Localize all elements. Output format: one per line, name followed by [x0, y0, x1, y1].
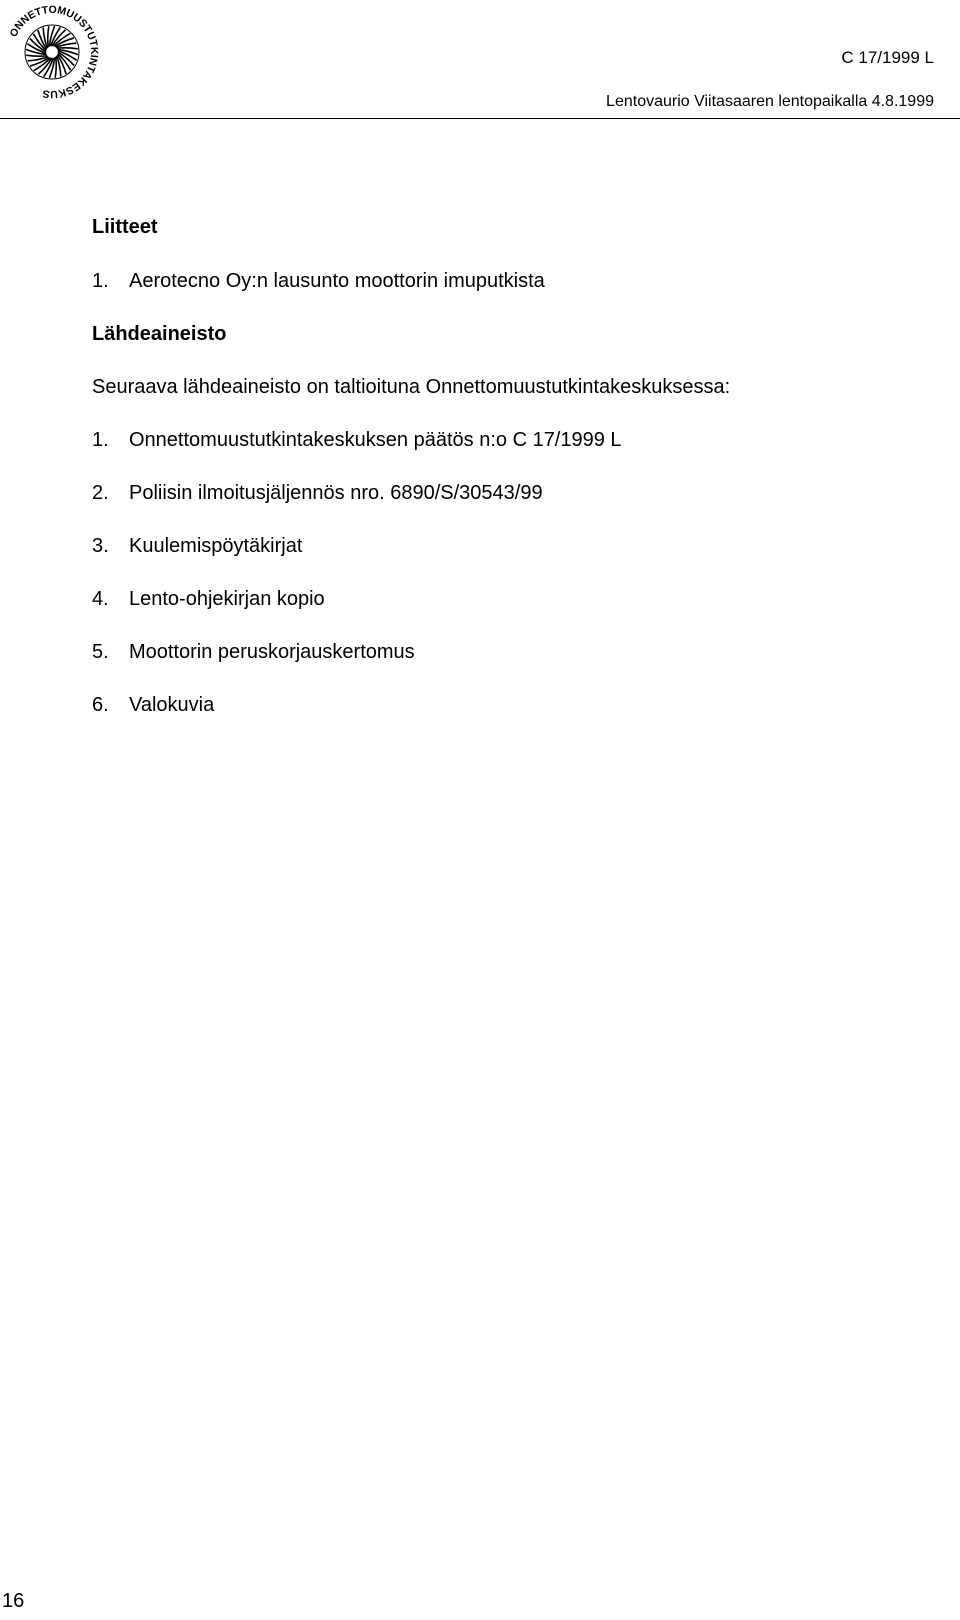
logo-ring-text: ONNETTOMUUSTUTKINTAKESKUS [7, 4, 100, 100]
attachments-heading: Liitteet [92, 216, 158, 238]
attachment-item-number: 1. [92, 270, 109, 292]
sources-heading: Lähdeaineisto [92, 323, 227, 345]
onnettomuustutkintakeskus-seal-icon [4, 4, 100, 100]
report-title: Lentovaurio Viitasaaren lentopaikalla 4.8.1999 [606, 93, 934, 110]
source-item [92, 429, 622, 452]
source-item [92, 482, 543, 505]
page-number: 16 [2, 1590, 25, 1612]
source-item [92, 535, 302, 558]
source-item-number: 3. [92, 535, 109, 557]
source-item-text: Lento-ohjekirjan kopio [129, 588, 325, 610]
logo-seal-svg [4, 4, 100, 100]
source-item-number: 5. [92, 641, 109, 663]
attachment-item-text: Aerotecno Oy:n lausunto moottorin imuputkista [129, 270, 545, 292]
source-item-text: Poliisin ilmoitusjäljennös nro. 6890/S/30543/99 [129, 482, 543, 504]
report-id: C 17/1999 L [841, 48, 934, 67]
source-item-number: 1. [92, 429, 109, 451]
source-item [92, 641, 415, 664]
source-item-text: Onnettomuustutkintakeskuksen päätös n:o C 17/1999 L [129, 429, 622, 451]
source-item-number: 6. [92, 694, 109, 716]
attachment-item [92, 270, 545, 293]
source-item-number: 2. [92, 482, 109, 504]
header-divider [0, 118, 960, 119]
source-item-text: Moottorin peruskorjauskertomus [129, 641, 415, 663]
sources-intro: Seuraava lähdeaineisto on taltioituna Onnettomuustutkintakeskuksessa: [92, 376, 731, 398]
source-item-text: Kuulemispöytäkirjat [129, 535, 303, 557]
source-item-number: 4. [92, 588, 109, 610]
source-item [92, 588, 325, 611]
source-item [92, 694, 214, 717]
source-item-text: Valokuvia [129, 694, 215, 716]
